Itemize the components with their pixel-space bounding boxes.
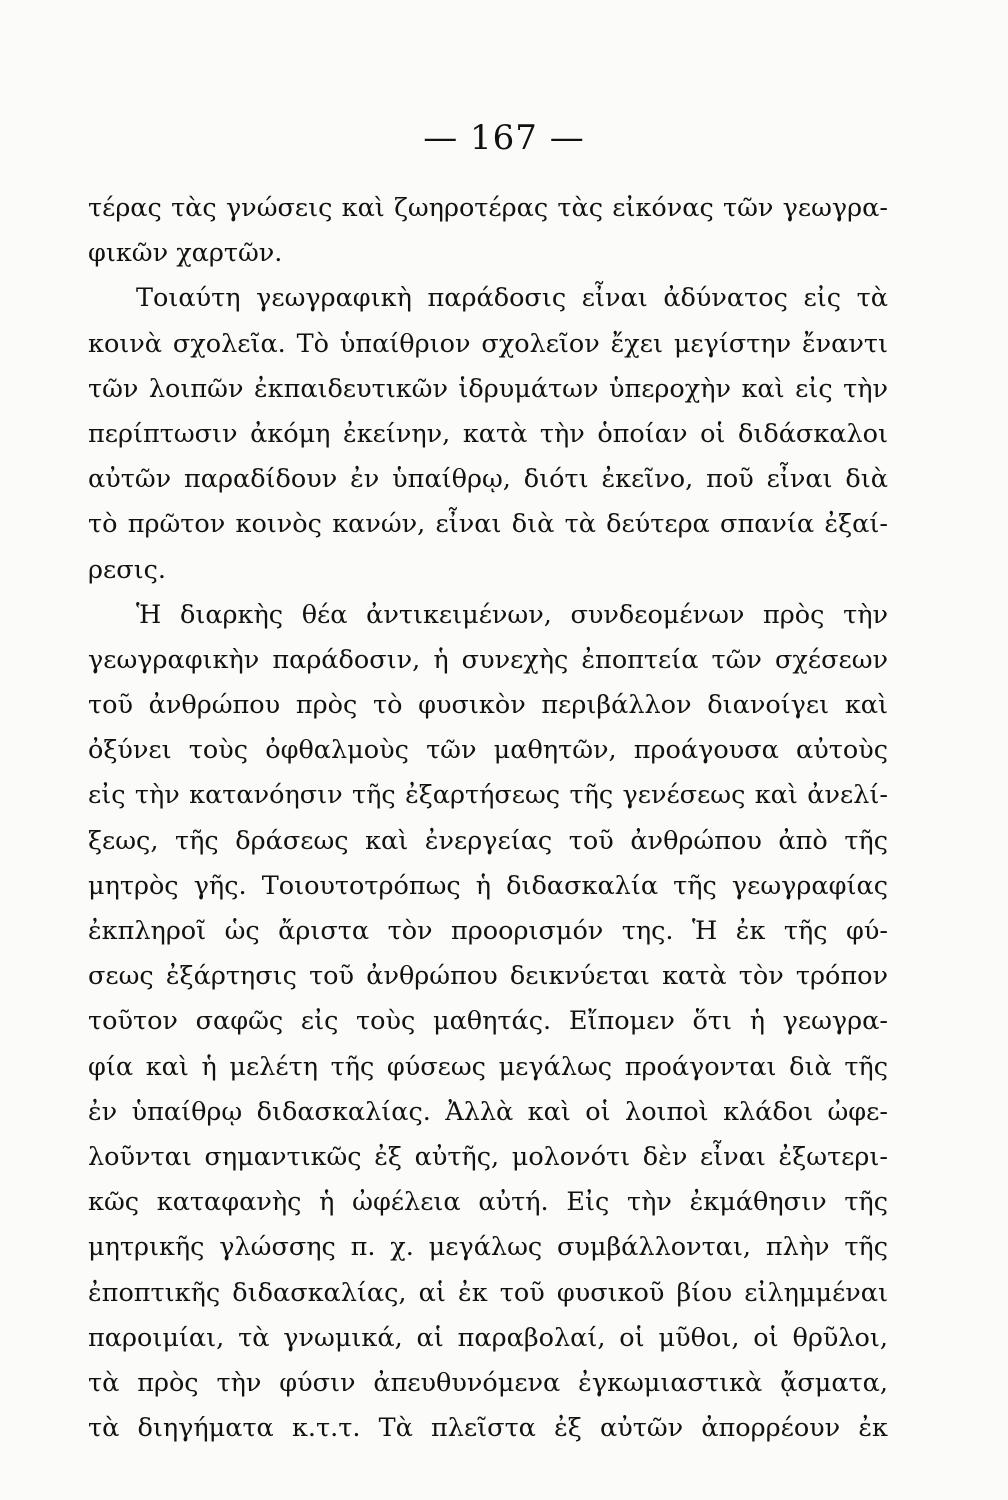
text-line: τοῦτον σαφῶς εἰς τοὺς μαθητάς. Εἴπομεν ὅτι ἡ γεωγρα- (88, 1006, 888, 1037)
text-line: γεωγραφικὴν παράδοσιν, ἡ συνεχὴς ἐποπτεία τῶν σχέσεων (88, 644, 888, 675)
text-line: σεως ἐξάρτησις τοῦ ἀνθρώπου δεικνύεται κατὰ τὸν τρόπον (88, 961, 888, 992)
text-line: ἐκπληροῖ ὡς ἄριστα τὸν προορισμόν της. Ἡ ἐκ τῆς φύ- (88, 916, 888, 946)
text-line: φικῶν χαρτῶν. (88, 238, 283, 269)
text-line: εἰς τὴν κατανόησιν τῆς ἐξαρτήσεως τῆς γενέσεως καὶ ἀνελί- (88, 780, 888, 811)
text-line: τοῦ ἀνθρώπου πρὸς τὸ φυσικὸν περιβάλλον διανοίγει καὶ (88, 690, 888, 721)
body-text (88, 186, 888, 1451)
text-line: τὰ πρὸς τὴν φύσιν ἀπευθυνόμενα ἐγκωμιαστικὰ ᾄσματα, (88, 1367, 888, 1398)
text-line: τῶν λοιπῶν ἐκπαιδευτικῶν ἱδρυμάτων ὑπεροχὴν καὶ εἰς τὴν (88, 373, 888, 404)
page-number: — 167 — (423, 118, 585, 158)
text-line: περίπτωσιν ἀκόμη ἐκείνην, κατὰ τὴν ὁποίαν οἱ διδάσκαλοι (88, 418, 888, 449)
text-line: ξεως, τῆς δράσεως καὶ ἐνεργείας τοῦ ἀνθρώπου ἀπὸ τῆς (88, 825, 888, 856)
text-line: κοινὰ σχολεῖα. Τὸ ὑπαίθριον σχολεῖον ἔχει μεγίστην ἔναντι (88, 328, 888, 359)
text-line: κῶς καταφανὴς ἡ ὠφέλεια αὐτή. Εἰς τὴν ἐκμάθησιν τῆς (88, 1187, 888, 1218)
text-line: Ἡ διαρκὴς θέα ἀντικειμένων, συνδεομένων πρὸς τὴν (136, 599, 888, 630)
text-line: λοῦνται σημαντικῶς ἐξ αὐτῆς, μολονότι δὲν εἶναι ἐξωτερι- (88, 1141, 888, 1172)
text-line: μητρὸς γῆς. Τοιουτοτρόπως ἡ διδασκαλία τῆς γεωγραφίας (88, 870, 888, 901)
text-line: φία καὶ ἡ μελέτη τῆς φύσεως μεγάλως προάγονται διὰ τῆς (88, 1051, 888, 1082)
text-line: αὐτῶν παραδίδουν ἐν ὑπαίθρῳ, διότι ἐκεῖνο, ποῦ εἶναι διὰ (88, 464, 888, 495)
text-line: τὰ διηγήματα κ.τ.τ. Τὰ πλεῖστα ἐξ αὐτῶν ἀπορρέουν ἐκ (88, 1413, 888, 1444)
text-line: τέρας τὰς γνώσεις καὶ ζωηροτέρας τὰς εἰκόνας τῶν γεωγρα- (88, 193, 888, 223)
text-line: τὸ πρῶτον κοινὸς κανών, εἶναι διὰ τὰ δεύτερα σπανία ἐξαί- (88, 509, 888, 540)
text-line: ρεσις. (88, 554, 166, 585)
text-line: ἐν ὑπαίθρῳ διδασκαλίας. Ἀλλὰ καὶ οἱ λοιποὶ κλάδοι ὠφε- (88, 1096, 888, 1127)
text-line: ὀξύνει τοὺς ὀφθαλμοὺς τῶν μαθητῶν, προάγουσα αὐτοὺς (88, 735, 888, 766)
text-line: μητρικῆς γλώσσης π. χ. μεγάλως συμβάλλονται, πλὴν τῆς (88, 1232, 888, 1263)
text-line: Τοιαύτη γεωγραφικὴ παράδοσις εἶναι ἀδύνατος εἰς τὰ (136, 283, 888, 314)
text-line: ἐποπτικῆς διδασκαλίας, αἱ ἐκ τοῦ φυσικοῦ βίου εἰλημμέναι (88, 1277, 888, 1308)
text-line: παροιμίαι, τὰ γνωμικά, αἱ παραβολαί, οἱ μῦθοι, οἱ θρῦλοι, (88, 1322, 888, 1353)
